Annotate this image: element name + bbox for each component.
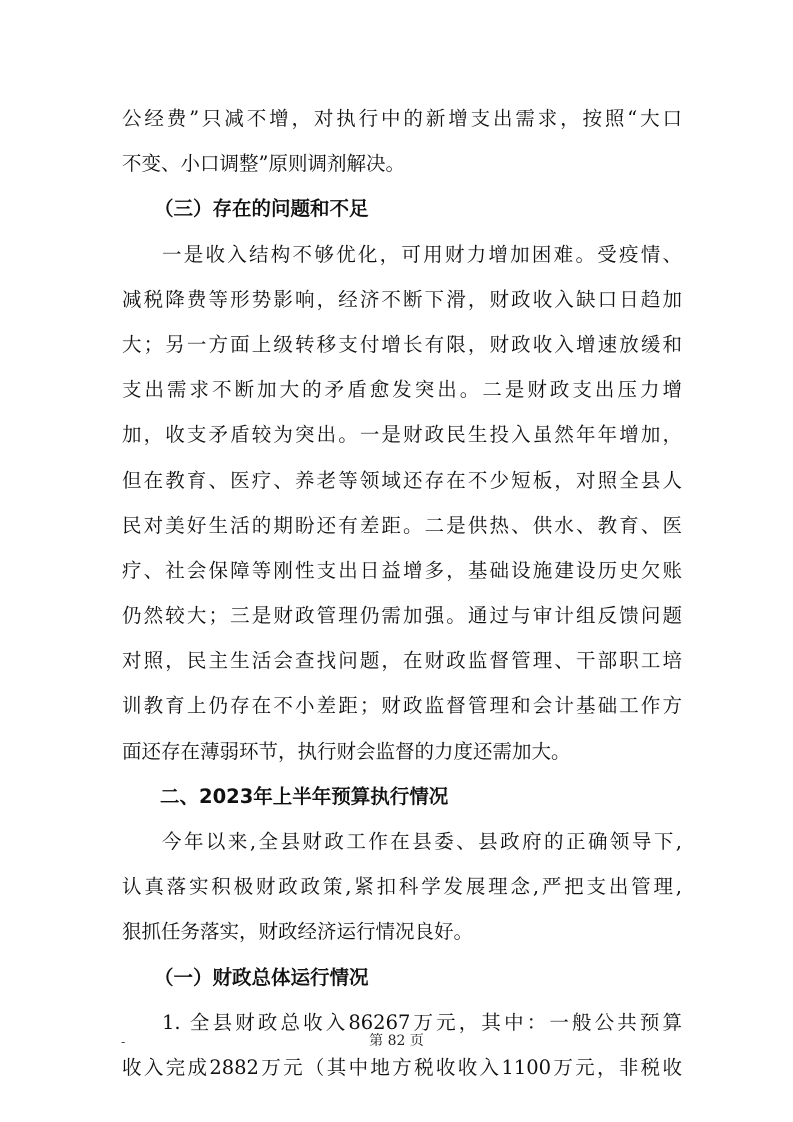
paragraph-line: 狠抓任务落实，财政经济运行情况良好。 [122, 920, 474, 944]
paragraph-line: 但在教育、医疗、养老等领域还存在不少短板，对照全县人 [122, 468, 682, 492]
paragraph-line: 疗、社会保障等刚性支出日益增多，基础设施建设历史欠账 [122, 558, 682, 582]
document-body [122, 96, 682, 1090]
page-number: 第 82 页 [369, 1033, 424, 1049]
paragraph-line: 不变、小口调整”原则调剂解决。 [122, 152, 405, 176]
paragraph-line: 支出需求不断加大的矛盾愈发突出。二是财政支出压力增 [122, 378, 682, 402]
paragraph-line: 一是收入结构不够优化，可用财力增加困难。受疫情、 [162, 242, 682, 266]
paragraph-line: 对照，民主生活会查找问题，在财政监督管理、干部职工培 [122, 649, 682, 673]
paragraph-line: 1. 全县财政总收入86267万元，其中：一般公共预算 [162, 1010, 682, 1034]
paragraph-line: 民对美好生活的期盼还有差距。二是供热、供水、教育、医 [122, 513, 682, 537]
paragraph-line: 认真落实积极财政政策,紧扣科学发展理念,严把支出管理, [122, 875, 682, 899]
section-heading: （三）存在的问题和不足 [154, 197, 369, 221]
paragraph-line: 仍然较大；三是财政管理仍需加强。通过与审计组反馈问题 [122, 604, 682, 628]
paragraph-line: 加，收支矛盾较为突出。一是财政民生投入虽然年年增加， [122, 423, 682, 447]
section-heading: （一）财政总体运行情况 [154, 965, 369, 989]
footer-mark: - [121, 1035, 126, 1049]
paragraph-line: 面还存在薄弱环节，执行财会监督的力度还需加大。 [122, 739, 571, 763]
paragraph-line: 减税降费等形势影响，经济不断下滑，财政收入缺口日趋加 [122, 287, 682, 311]
section-heading: 二、2023年上半年预算执行情况 [160, 784, 449, 808]
paragraph-line: 训教育上仍存在不小差距；财政监督管理和会计基础工作方 [122, 694, 682, 718]
paragraph-line: 今年以来,全县财政工作在县委、县政府的正确领导下, [162, 830, 682, 853]
paragraph-line: 收入完成2882万元（其中地方税收收入1100万元，非税收 [122, 1055, 682, 1079]
paragraph-line: 大；另一方面上级转移支付增长有限，财政收入增速放缓和 [122, 332, 682, 356]
paragraph-line: 公经费”只减不增，对执行中的新增支出需求，按照“大口 [122, 107, 682, 130]
